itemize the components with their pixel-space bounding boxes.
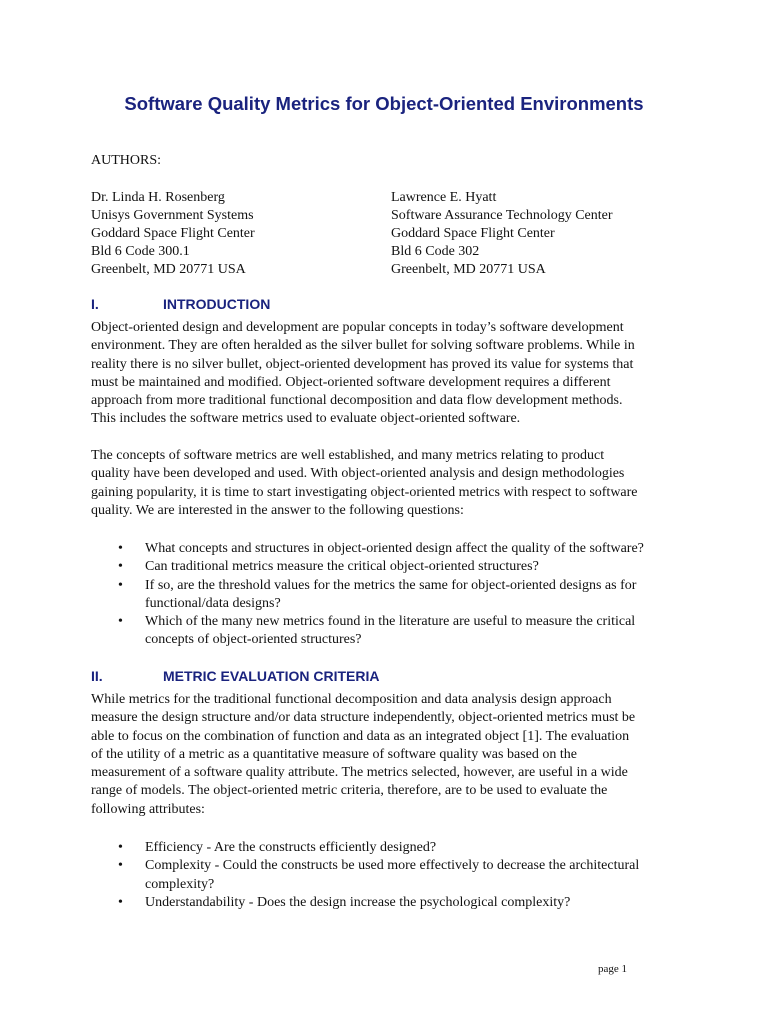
- text-line: Can traditional metrics measure the critical object-oriented structures?: [145, 559, 539, 575]
- bullet-icon: •: [118, 614, 123, 630]
- text-line: following attributes:: [91, 801, 205, 817]
- author-line: Bld 6 Code 302: [391, 244, 480, 259]
- authors-label: AUTHORS:: [91, 153, 162, 168]
- author-line: Bld 6 Code 300.1: [91, 244, 190, 259]
- text-line: environment. They are often heralded as the silver bullet for solving software problems. While in: [91, 338, 635, 354]
- author-block-2: [391, 189, 613, 279]
- text-line: Object-oriented design and development are popular concepts in today’s software development: [91, 320, 624, 335]
- author-line: Software Assurance Technology Center: [391, 208, 613, 223]
- text-line: If so, are the threshold values for the metrics the same for object-oriented designs as for: [145, 577, 637, 593]
- intro-question-list: [91, 540, 691, 650]
- bullet-icon: •: [118, 577, 123, 593]
- section-number: II.: [91, 668, 103, 684]
- text-line: reality there is no silver bullet, object-oriented development has proved its value for systems that: [91, 356, 634, 372]
- text-line: What concepts and structures in object-oriented design affect the quality of the software?: [145, 541, 644, 556]
- text-line: must be maintained and modified. Object-oriented software development requires a different: [91, 374, 611, 390]
- list-item: [91, 839, 691, 857]
- author-line: Dr. Linda H. Rosenberg: [91, 190, 225, 205]
- bullet-icon: •: [118, 858, 123, 874]
- list-item: [91, 540, 691, 558]
- text-line: gaining popularity, it is time to start investigating object-oriented metrics with respect to software: [91, 484, 638, 500]
- text-line: measurement of a software quality attribute. The metrics selected, however, are useful in a wide: [91, 765, 628, 781]
- text-line: While metrics for the traditional functional decomposition and data analysis design approach: [91, 692, 612, 707]
- author-block-1: [91, 189, 255, 279]
- text-line: quality. We are interested in the answer to the following questions:: [91, 502, 464, 518]
- list-item: [91, 577, 691, 614]
- text-line: of the utility of a metric as a quantitative measure of software quality was based on the: [91, 746, 577, 762]
- section-heading-metric-evaluation: [91, 668, 379, 684]
- text-line: able to focus on the combination of function and data as an integrated object [1]. The evaluation: [91, 728, 630, 744]
- intro-paragraph-2: [91, 447, 691, 520]
- list-item: [91, 613, 691, 650]
- section-title: INTRODUCTION: [163, 296, 271, 312]
- intro-paragraph-1: [91, 319, 691, 429]
- bullet-icon: •: [118, 541, 123, 556]
- criteria-attribute-list: [91, 839, 691, 912]
- list-item: [91, 894, 691, 912]
- bullet-icon: •: [118, 840, 123, 855]
- text-line: The concepts of software metrics are well established, and many metrics relating to product: [91, 448, 605, 463]
- section-heading-introduction: [91, 296, 270, 312]
- author-line: Greenbelt, MD 20771 USA: [391, 262, 546, 277]
- author-line: Goddard Space Flight Center: [391, 226, 555, 241]
- text-line: Efficiency - Are the constructs efficiently designed?: [145, 840, 437, 855]
- author-line: Greenbelt, MD 20771 USA: [91, 262, 246, 277]
- text-line: complexity?: [145, 876, 215, 892]
- list-item: [91, 558, 691, 576]
- text-line: This includes the software metrics used to evaluate object-oriented software.: [91, 411, 521, 427]
- page-number: page 1: [598, 963, 628, 975]
- criteria-paragraph: [91, 691, 691, 819]
- bullet-icon: •: [118, 559, 123, 575]
- bullet-icon: •: [118, 894, 123, 910]
- text-line: range of models. The object-oriented metric criteria, therefore, are to be used to evaluate the: [91, 783, 608, 799]
- text-line: quality have been developed and used. With object-oriented analysis and design methodologies: [91, 466, 625, 482]
- section-title: METRIC EVALUATION CRITERIA: [163, 668, 380, 684]
- text-line: functional/data designs?: [145, 595, 281, 611]
- author-line: Unisys Government Systems: [91, 208, 254, 223]
- text-line: Complexity - Could the constructs be used more effectively to decrease the architectural: [145, 858, 640, 874]
- document-title: Software Quality Metrics for Object-Oriented Environments: [124, 93, 644, 114]
- section-number: I.: [91, 296, 99, 312]
- text-line: Understandability - Does the design increase the psychological complexity?: [145, 894, 571, 910]
- list-item: [91, 857, 691, 894]
- author-line: Lawrence E. Hyatt: [391, 190, 497, 205]
- text-line: concepts of object-oriented structures?: [145, 632, 362, 648]
- author-line: Goddard Space Flight Center: [91, 226, 255, 241]
- text-line: Which of the many new metrics found in the literature are useful to measure the critical: [145, 614, 636, 630]
- text-line: approach from more traditional functional decomposition and data flow development methods.: [91, 393, 623, 409]
- text-line: measure the design structure and/or data structure independently, object-oriented metrics must be: [91, 710, 636, 726]
